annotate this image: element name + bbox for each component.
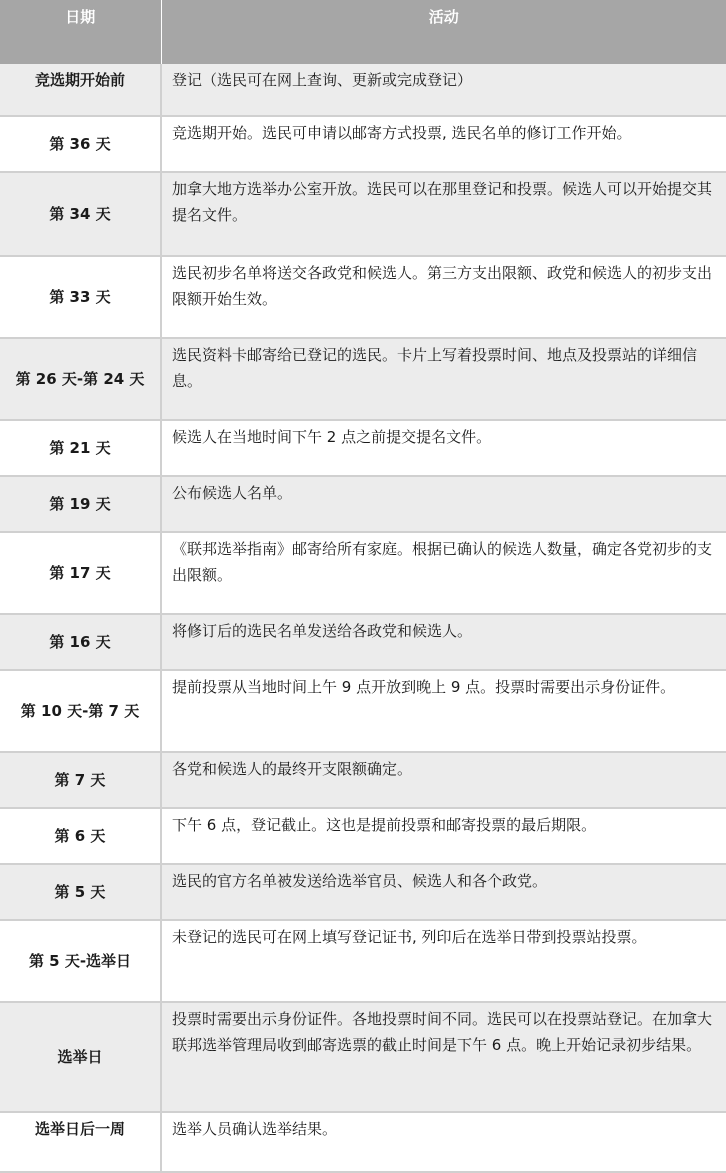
row-day: 第 33 天 xyxy=(0,256,161,338)
row-day: 第 10 天-第 7 天 xyxy=(0,670,161,752)
row-activity: 选民初步名单将送交各政党和候选人。第三方支出限额、政党和候选人的初步支出限额开始生效。 xyxy=(161,256,726,338)
table-row xyxy=(0,864,726,920)
row-day: 第 21 天 xyxy=(0,420,161,476)
row-activity: 投票时需要出示身份证件。各地投票时间不同。选民可以在投票站登记。在加拿大联邦选举管理局收到邮寄选票的截止时间是下午 6 点。晚上开始记录初步结果。 xyxy=(161,1002,726,1112)
row-activity: 下午 6 点，登记截止。这也是提前投票和邮寄投票的最后期限。 xyxy=(161,808,726,864)
row-day: 第 16 天 xyxy=(0,614,161,670)
table-row xyxy=(0,172,726,256)
row-day: 第 5 天 xyxy=(0,864,161,920)
table-row xyxy=(0,752,726,808)
row-activity: 加拿大地方选举办公室开放。选民可以在那里登记和投票。候选人可以开始提交其提名文件。 xyxy=(161,172,726,256)
table-header-row xyxy=(0,0,726,64)
row-activity: 竞选期开始。选民可申请以邮寄方式投票, 选民名单的修订工作开始。 xyxy=(161,116,726,172)
header-activity: 活动 xyxy=(161,0,726,64)
table-row xyxy=(0,532,726,614)
row-day: 第 5 天-选举日 xyxy=(0,920,161,1002)
row-day: 第 36 天 xyxy=(0,116,161,172)
row-day: 竞选期开始前 xyxy=(0,64,161,116)
row-day: 第 17 天 xyxy=(0,532,161,614)
row-activity: 登记（选民可在网上查询、更新或完成登记） xyxy=(161,64,726,116)
row-activity: 候选人在当地时间下午 2 点之前提交提名文件。 xyxy=(161,420,726,476)
table-row xyxy=(0,476,726,532)
row-day: 第 19 天 xyxy=(0,476,161,532)
table-row xyxy=(0,1002,726,1112)
row-day: 选举日后一周 xyxy=(0,1112,161,1172)
table-row xyxy=(0,1112,726,1172)
table-row xyxy=(0,920,726,1002)
row-activity: 各党和候选人的最终开支限额确定。 xyxy=(161,752,726,808)
row-day: 选举日 xyxy=(0,1002,161,1112)
table-row xyxy=(0,256,726,338)
row-activity: 选民的官方名单被发送给选举官员、候选人和各个政党。 xyxy=(161,864,726,920)
row-day: 第 6 天 xyxy=(0,808,161,864)
row-activity: 提前投票从当地时间上午 9 点开放到晚上 9 点。投票时需要出示身份证件。 xyxy=(161,670,726,752)
table-row xyxy=(0,116,726,172)
table-row xyxy=(0,420,726,476)
table-row xyxy=(0,670,726,752)
table-row xyxy=(0,338,726,420)
header-date: 日期 xyxy=(0,0,161,64)
table-row xyxy=(0,64,726,116)
row-activity: 将修订后的选民名单发送给各政党和候选人。 xyxy=(161,614,726,670)
row-day: 第 7 天 xyxy=(0,752,161,808)
row-activity: 公布候选人名单。 xyxy=(161,476,726,532)
row-day: 第 34 天 xyxy=(0,172,161,256)
row-day: 第 26 天-第 24 天 xyxy=(0,338,161,420)
row-activity: 未登记的选民可在网上填写登记证书, 列印后在选举日带到投票站投票。 xyxy=(161,920,726,1002)
table-row xyxy=(0,614,726,670)
row-activity: 选举人员确认选举结果。 xyxy=(161,1112,726,1172)
row-activity: 选民资料卡邮寄给已登记的选民。卡片上写着投票时间、地点及投票站的详细信息。 xyxy=(161,338,726,420)
row-activity: 《联邦选举指南》邮寄给所有家庭。根据已确认的候选人数量，确定各党初步的支出限额。 xyxy=(161,532,726,614)
table-row xyxy=(0,808,726,864)
